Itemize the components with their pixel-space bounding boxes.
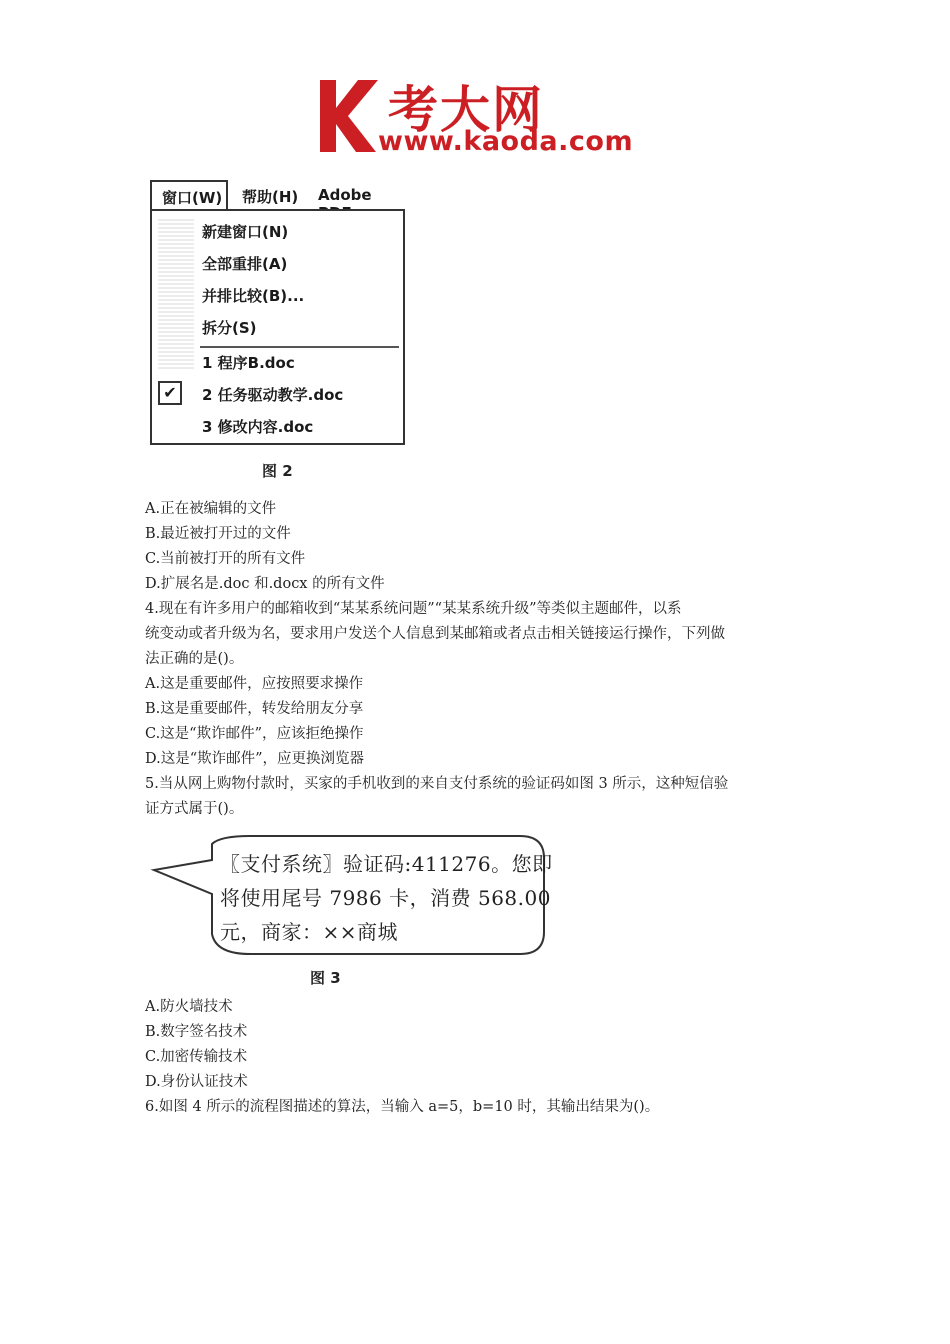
q4-option-a: A.这是重要邮件，应按照要求操作 [145, 676, 364, 692]
q4-option-c: C.这是“欺诈邮件”，应该拒绝操作 [145, 726, 364, 742]
kaoda-logo [318, 72, 640, 162]
q5-option-d: D.身份认证技术 [145, 1074, 248, 1090]
q5-option-a: A.防火墙技术 [145, 999, 233, 1015]
sms-line-3: 元，商家：××商城 [220, 920, 399, 944]
q6-stem-line-1: 6.如图 4 所示的流程图描述的算法，当输入 a=5，b=10 时，其输出结果为()。 [145, 1099, 660, 1115]
q5-stem-line-2: 证方式属于()。 [145, 801, 244, 817]
q4-stem-line-2: 统变动或者升级为名，要求用户发送个人信息到某邮箱或者点击相关链接运行操作，下列做 [145, 626, 725, 642]
sms-line-1: 〖支付系统〗验证码:411276。您即 [220, 852, 553, 876]
menu-separator [200, 346, 399, 348]
q4-option-b: B.这是重要邮件，转发给朋友分享 [145, 701, 364, 717]
q3-option-d: D.扩展名是.doc 和.docx 的所有文件 [145, 576, 385, 592]
k-logo-icon [318, 78, 380, 154]
menu-item-doc-3: 3 修改内容.doc [202, 418, 314, 436]
q3-option-b: B.最近被打开过的文件 [145, 526, 291, 542]
menu-item-doc-1: 1 程序B.doc [202, 354, 295, 372]
menu-item-arrange-all: 全部重排(A) [202, 255, 288, 273]
sms-line-2: 将使用尾号 7986 卡，消费 568.00 [220, 886, 551, 910]
menu-gutter [158, 219, 194, 369]
menu-item-compare: 并排比较(B)... [202, 287, 305, 305]
q5-option-b: B.数字签名技术 [145, 1024, 248, 1040]
logo-chinese-name: 考大网 [388, 81, 544, 139]
window-dropdown [150, 209, 405, 445]
menu-help: 帮助(H) [242, 188, 299, 206]
figure-3-caption: 图 3 [310, 969, 341, 987]
q4-option-d: D.这是“欺诈邮件”，应更换浏览器 [145, 751, 365, 767]
q5-option-c: C.加密传输技术 [145, 1049, 248, 1065]
menu-item-split: 拆分(S) [202, 319, 257, 337]
q3-option-a: A.正在被编辑的文件 [145, 501, 277, 517]
menu-window: 窗口(W) [150, 180, 228, 210]
menu-item-new-window: 新建窗口(N) [202, 223, 289, 241]
figure-2-window-menu [150, 180, 408, 448]
figure-3-sms-bubble [150, 834, 553, 958]
logo-url: www.kaoda.com [378, 126, 634, 157]
menubar [150, 180, 408, 212]
menu-item-doc-2: 2 任务驱动教学.doc [202, 386, 344, 404]
menu-adobe-pdf: Adobe [318, 186, 372, 204]
q4-stem-line-1: 4.现在有许多用户的邮箱收到“某某系统问题”“某某系统升级”等类似主题邮件，以系 [145, 601, 682, 617]
checkmark-icon: ✔ [158, 381, 182, 405]
q4-stem-line-3: 法正确的是()。 [145, 651, 244, 667]
q3-option-c: C.当前被打开的所有文件 [145, 551, 306, 567]
q5-stem-line-1: 5.当从网上购物付款时，买家的手机收到的来自支付系统的验证码如图 3 所示，这种短信验 [145, 776, 729, 792]
figure-2-caption: 图 2 [262, 462, 293, 480]
